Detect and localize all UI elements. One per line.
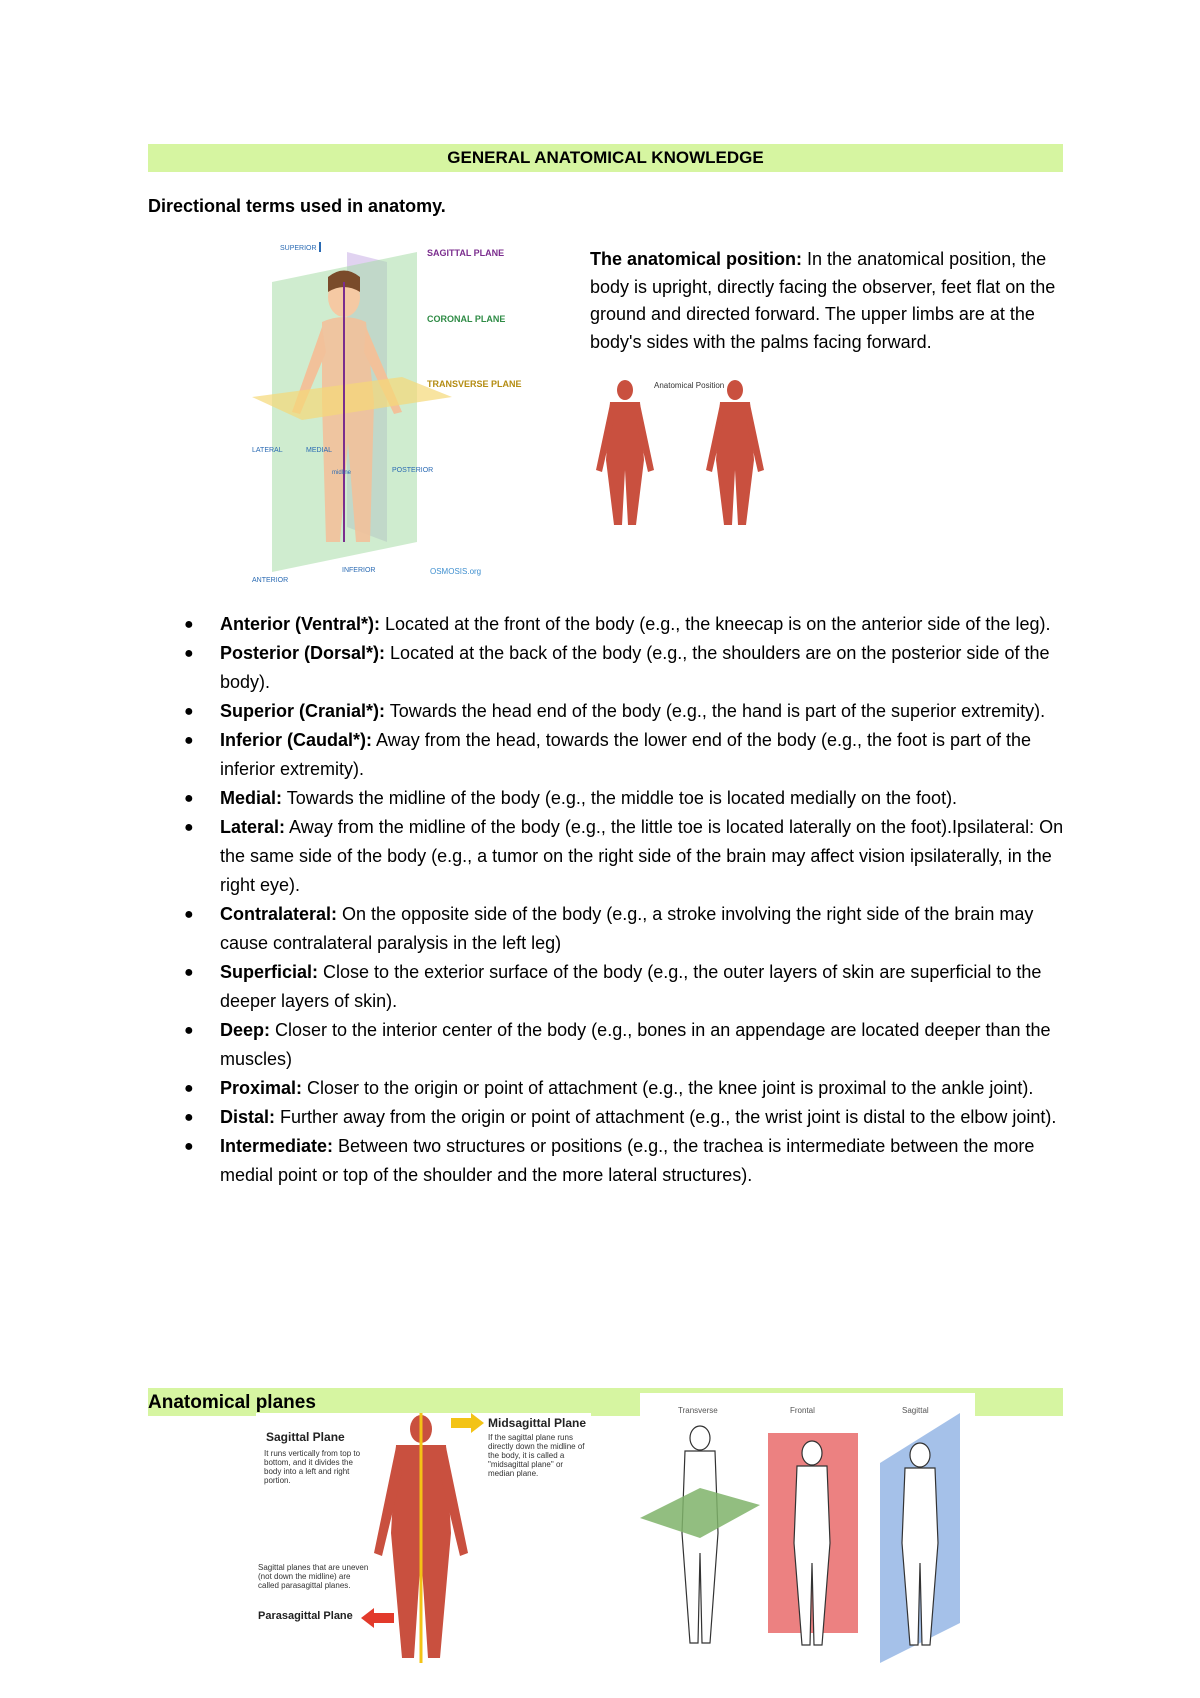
term-item bbox=[176, 1103, 1076, 1132]
term-description: On the opposite side of the body (e.g., a stroke involving the right side of the brain may cause contralateral paralysis in the left leg) bbox=[220, 904, 1034, 953]
term-description: Towards the head end of the body (e.g., the hand is part of the superior extremity). bbox=[385, 701, 1046, 721]
term-item bbox=[176, 784, 1076, 813]
sagittal-plane-title: Sagittal Plane bbox=[266, 1430, 345, 1444]
term-name: Contralateral: bbox=[220, 904, 338, 924]
document-title: GENERAL ANATOMICAL KNOWLEDGE bbox=[148, 144, 1063, 172]
term-description: Located at the back of the body (e.g., the shoulders are on the posterior side of the body). bbox=[220, 643, 1050, 692]
sagittal-plane-label: SAGITTAL PLANE bbox=[427, 248, 505, 258]
bullet-icon: ● bbox=[184, 732, 194, 749]
lateral-label: LATERAL bbox=[252, 447, 283, 454]
anterior-label: ANTERIOR bbox=[252, 577, 289, 584]
bullet-icon: ● bbox=[184, 819, 194, 836]
superior-label: SUPERIOR bbox=[280, 245, 317, 252]
anatomical-planes-heading: Anatomical planes bbox=[148, 1392, 316, 1413]
bullet-icon: ● bbox=[184, 790, 194, 807]
parasagittal-plane-desc: Sagittal planes that are uneven (not down the midline) are called parasagittal planes. bbox=[258, 1563, 369, 1590]
anatomical-position-paragraph bbox=[590, 246, 1090, 356]
directional-terms-list bbox=[176, 610, 1076, 1190]
coronal-plane-label: CORONAL PLANE bbox=[427, 314, 506, 324]
term-item bbox=[176, 610, 1076, 639]
posterior-label: POSTERIOR bbox=[392, 467, 434, 474]
term-item bbox=[176, 726, 1076, 784]
medial-label: MEDIAL bbox=[306, 447, 333, 454]
term-name: Posterior (Dorsal*): bbox=[220, 643, 386, 663]
bullet-icon: ● bbox=[184, 964, 194, 981]
term-name: Distal: bbox=[220, 1107, 276, 1127]
term-description: Away from the midline of the body (e.g., the little toe is located laterally on the foot).Ipsilateral: On the same side of the body (e.g., a tumor on the right side of the brain may affect vision ipsilaterally, in the right eye). bbox=[220, 817, 1064, 895]
inferior-label: INFERIOR bbox=[342, 567, 376, 574]
term-item bbox=[176, 697, 1076, 726]
term-description: Further away from the origin or point of attachment (e.g., the wrist joint is distal to the elbow joint). bbox=[275, 1107, 1057, 1127]
term-item bbox=[176, 1132, 1076, 1190]
term-description: Close to the exterior surface of the body (e.g., the outer layers of skin are superficial to the deeper layers of skin). bbox=[220, 962, 1042, 1011]
body-planes-illustration bbox=[252, 242, 528, 592]
term-description: Located at the front of the body (e.g., the kneecap is on the anterior side of the leg). bbox=[380, 614, 1051, 634]
parasagittal-plane-title: Parasagittal Plane bbox=[258, 1610, 353, 1622]
bullet-icon: ● bbox=[184, 1138, 194, 1155]
bullet-icon: ● bbox=[184, 1109, 194, 1126]
sagittal-label: Sagittal bbox=[902, 1406, 929, 1415]
transverse-plane-label: TRANSVERSE PLANE bbox=[427, 379, 522, 389]
directional-terms-heading: Directional terms used in anatomy. bbox=[148, 196, 446, 216]
sagittal-plane-desc: It runs vertically from top to bottom, and it divides the body into a left and right portion. bbox=[264, 1449, 361, 1485]
term-description: Between two structures or positions (e.g., the trachea is intermediate between the more medial point or top of the shoulder and the more lateral structures). bbox=[220, 1136, 1035, 1185]
bullet-icon: ● bbox=[184, 645, 194, 662]
term-description: Towards the midline of the body (e.g., the middle toe is located medially on the foot). bbox=[282, 788, 958, 808]
anatomical-position-label: The anatomical position: bbox=[590, 249, 803, 269]
anatomical-position-illustration bbox=[590, 380, 780, 530]
bullet-icon: ● bbox=[184, 1022, 194, 1039]
bullet-icon: ● bbox=[184, 1080, 194, 1097]
term-description: Closer to the origin or point of attachment (e.g., the knee joint is proximal to the ankle joint). bbox=[302, 1078, 1034, 1098]
term-name: Proximal: bbox=[220, 1078, 303, 1098]
midline-label: midline bbox=[332, 470, 352, 476]
term-name: Intermediate: bbox=[220, 1136, 334, 1156]
term-item bbox=[176, 958, 1076, 1016]
frontal-label: Frontal bbox=[790, 1406, 815, 1415]
three-planes-illustration bbox=[640, 1393, 975, 1673]
anatomical-position-text: In the anatomical position, the body is upright, directly facing the observer, feet flat on the ground and directed forward. The upper limbs are at the body's sides with the palms facing forward. bbox=[590, 249, 1056, 352]
term-item bbox=[176, 639, 1076, 697]
transverse-label: Transverse bbox=[678, 1406, 718, 1415]
term-description: Closer to the interior center of the body (e.g., bones in an appendage are located deeper than the muscles) bbox=[220, 1020, 1051, 1069]
sagittal-plane-illustration bbox=[256, 1413, 591, 1663]
bullet-icon: ● bbox=[184, 703, 194, 720]
bullet-icon: ● bbox=[184, 616, 194, 633]
term-item bbox=[176, 1074, 1076, 1103]
osmosis-credit: OSMOSIS.org bbox=[430, 567, 482, 576]
term-name: Lateral: bbox=[220, 817, 286, 837]
midsagittal-plane-desc: If the sagittal plane runs directly down the midline of the body, it is called a "midsagittal plane" or median plane. bbox=[488, 1433, 585, 1478]
term-name: Anterior (Ventral*): bbox=[220, 614, 381, 634]
term-name: Deep: bbox=[220, 1020, 271, 1040]
term-name: Superficial: bbox=[220, 962, 319, 982]
term-description: Away from the head, towards the lower end of the body (e.g., the foot is part of the inferior extremity). bbox=[220, 730, 1032, 779]
term-name: Medial: bbox=[220, 788, 283, 808]
term-item bbox=[176, 1016, 1076, 1074]
midsagittal-plane-title: Midsagittal Plane bbox=[488, 1416, 587, 1430]
term-name: Superior (Cranial*): bbox=[220, 701, 386, 721]
term-item bbox=[176, 900, 1076, 958]
term-name: Inferior (Caudal*): bbox=[220, 730, 373, 750]
bullet-icon: ● bbox=[184, 906, 194, 923]
anatomical-position-caption: Anatomical Position bbox=[654, 381, 725, 390]
term-item bbox=[176, 813, 1076, 900]
